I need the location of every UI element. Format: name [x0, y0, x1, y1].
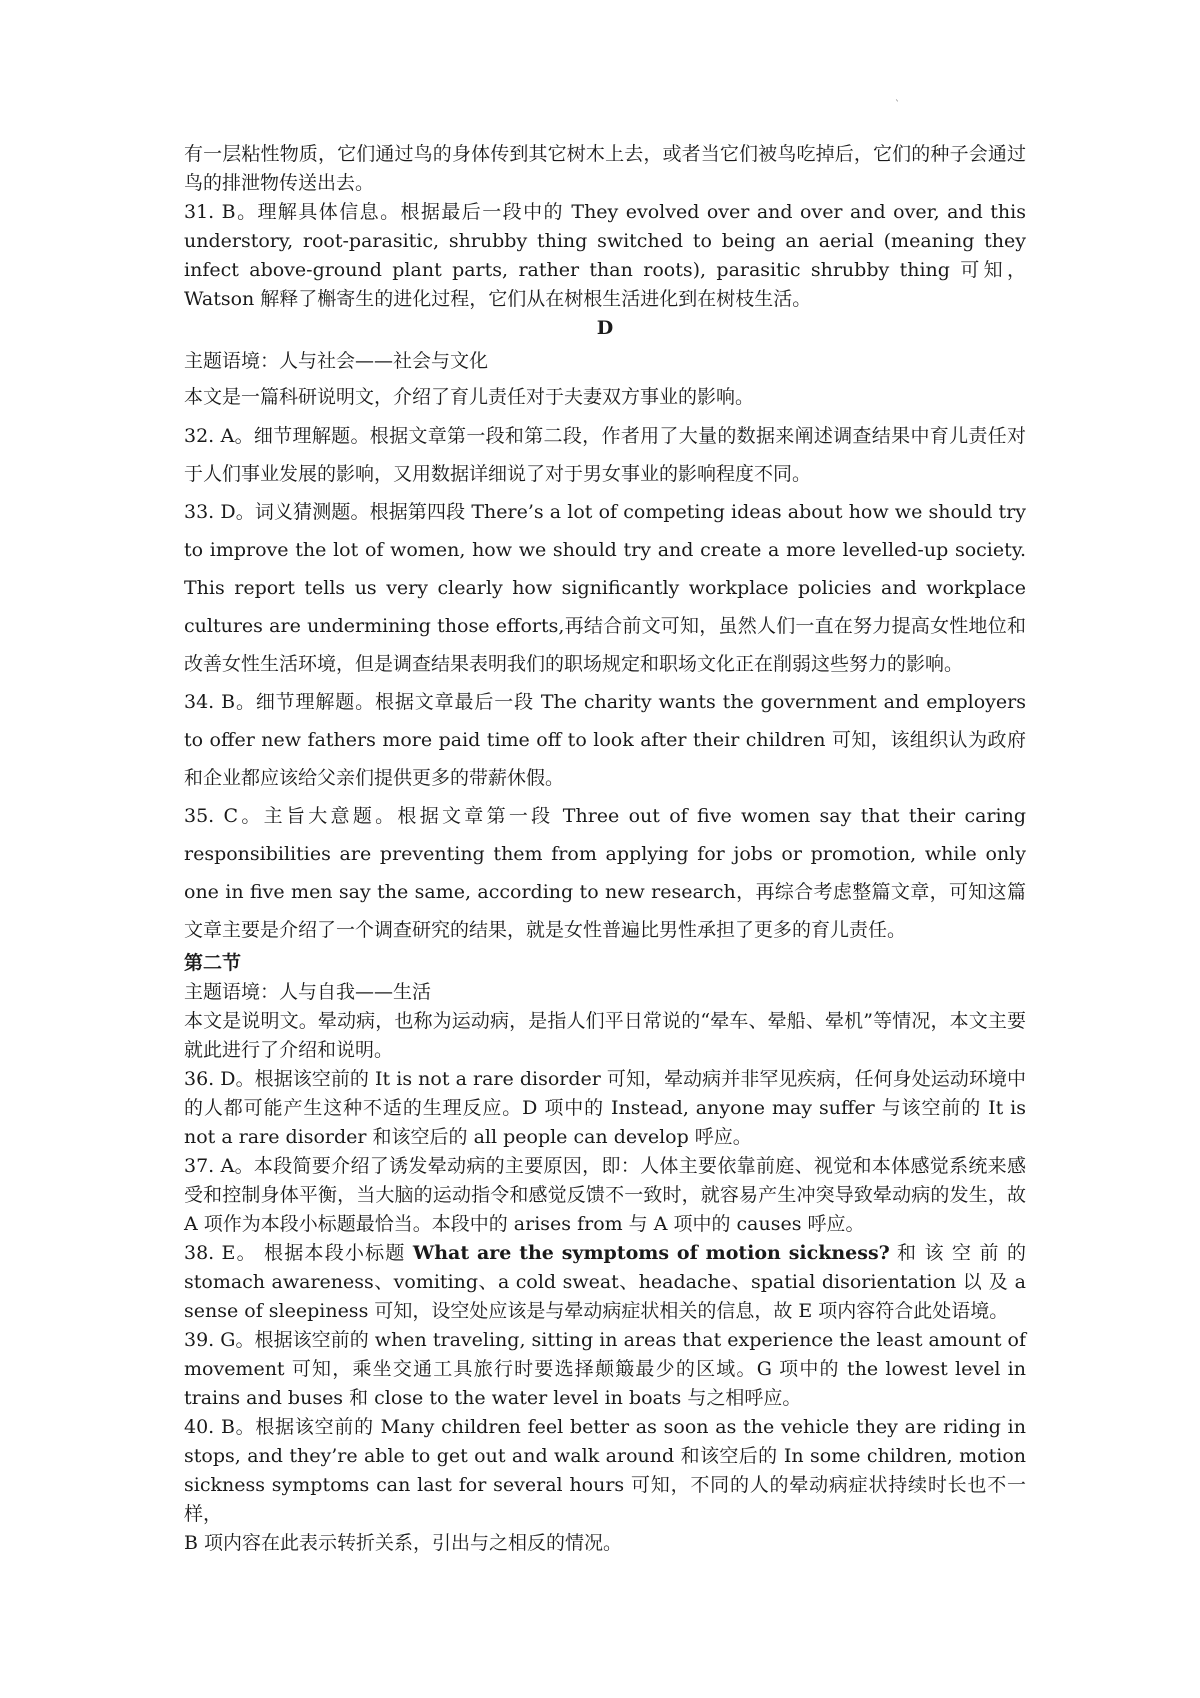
block-c-tail — [184, 140, 1026, 314]
answer-explanation-page — [184, 140, 1026, 1558]
part-two — [184, 949, 1026, 1558]
answer-40-tail: B 项内容在此表示转折关系，引出与之相反的情况。 — [184, 1532, 623, 1554]
answer-39: 39. G。根据该空前的 when traveling, sitting in areas that experience the least amount of movement 可知，乘坐交通工具旅行时要选择颠簸最少的区域。G 项中的 the lowest level in trains and buses 和 close to the water level in boats 与之相呼应。 — [184, 1329, 1026, 1409]
answer-35: 35. C。主旨大意题。根据文章第一段 Three out of five women say that their caring responsibilities are preventing them from applying for jobs or promotion, while only one in five men say the same, according to new research，再综合考虑整篇文章，可知这篇文章主要是介绍了一个调查研究的结果，就是女性普遍比男性承担了更多的育儿责任。 — [184, 805, 1026, 941]
answer-37: 37. A。本段简要介绍了诱发晕动病的主要原因，即：人体主要依靠前庭、视觉和本体感觉系统来感受和控制身体平衡，当大脑的运动指令和感觉反馈不一致时，就容易产生冲突导致晕动病的发生，故 A 项作为本段小标题最恰当。本段中的 arises from 与 A 项中的 causes 呼应。 — [184, 1155, 1026, 1235]
answer-31: 31. B。理解具体信息。根据最后一段中的 They evolved over and over and over, and this understory, root-parasitic, shrubby thing switched to being an aerial (meaning they infect above-ground plant parts, rather than roots), parasitic shrubby thing 可知，Watson 解释了槲寄生的进化过程，它们从在树根生活进化到在树枝生活。 — [184, 201, 1026, 310]
page-mark: ` — [895, 100, 900, 111]
section-d-intro: 本文是一篇科研说明文，介绍了育儿责任对于夫妻双方事业的影响。 — [184, 386, 755, 408]
section-d-topic: 主题语境：人与社会——社会与文化 — [184, 350, 489, 372]
part-two-intro: 本文是说明文。晕动病，也称为运动病，是指人们平日常说的“晕车、晕船、晕机”等情况，本文主要就此进行了介绍和说明。 — [184, 1010, 1026, 1061]
answer-36: 36. D。根据该空前的 It is not a rare disorder 可知，晕动病并非罕见疾病，任何身处运动环境中的人都可能产生这种不适的生理反应。D 项中的 Instead, anyone may suffer 与该空前的 It is not a rare disorder 和该空后的 all people can develop 呼应。 — [184, 1068, 1026, 1148]
section-d-answers — [184, 417, 1026, 949]
answer-38 — [184, 1239, 1026, 1326]
section-d-label: D — [596, 317, 614, 339]
answer-33: 33. D。词义猜测题。根据第四段 There’s a lot of competing ideas about how we should try to improve the lot of women, how we should try and create a more levelled-up society. This report tells us very clearly how significantly workplace policies and workplace cultures are undermining those efforts,再结合前文可知，虽然人们一直在努力提高女性地位和改善女性生活环境，但是调查结果表明我们的职场规定和职场文化正在削弱这些努力的影响。 — [184, 501, 1026, 675]
answer-40: 40. B。根据该空前的 Many children feel better as soon as the vehicle they are riding in stops, and they’re able to get out and walk around 和该空后的 In some children, motion sickness symptoms can last for several hours 可知，不同的人的晕动病症状持续时长也不一样， — [184, 1416, 1026, 1525]
answer-38-rest: 和 该 空 前 的 stomach awareness、vomiting、a cold sweat、headache、spatial disorientation 以 及 a sense of sleepiness 可知，设空处应该是与晕动病症状相关的信息，故 E 项内容符合此处语境。 — [184, 1242, 1026, 1322]
part-two-topic: 主题语境：人与自我——生活 — [184, 981, 432, 1003]
answer-32: 32. A。细节理解题。根据文章第一段和第二段，作者用了大量的数据来阐述调查结果中育儿责任对于人们事业发展的影响，又用数据详细说了对于男女事业的影响程度不同。 — [184, 425, 1026, 485]
paragraph-30-continuation: 有一层粘性物质，它们通过鸟的身体传到其它树木上去，或者当它们被鸟吃掉后，它们的种子会通过鸟的排泄物传送出去。 — [184, 143, 1026, 194]
answer-38-lead: 38. E。 根据本段小标题 — [184, 1242, 413, 1264]
part-two-heading: 第二节 — [184, 952, 242, 974]
answer-34: 34. B。细节理解题。根据文章最后一段 The charity wants the government and employers to offer new fathers more paid time off to look after their children 可知，该组织认为政府和企业都应该给父亲们提供更多的带薪休假。 — [184, 691, 1026, 789]
answer-38-subtitle: What are the symptoms of motion sickness? — [412, 1242, 890, 1264]
